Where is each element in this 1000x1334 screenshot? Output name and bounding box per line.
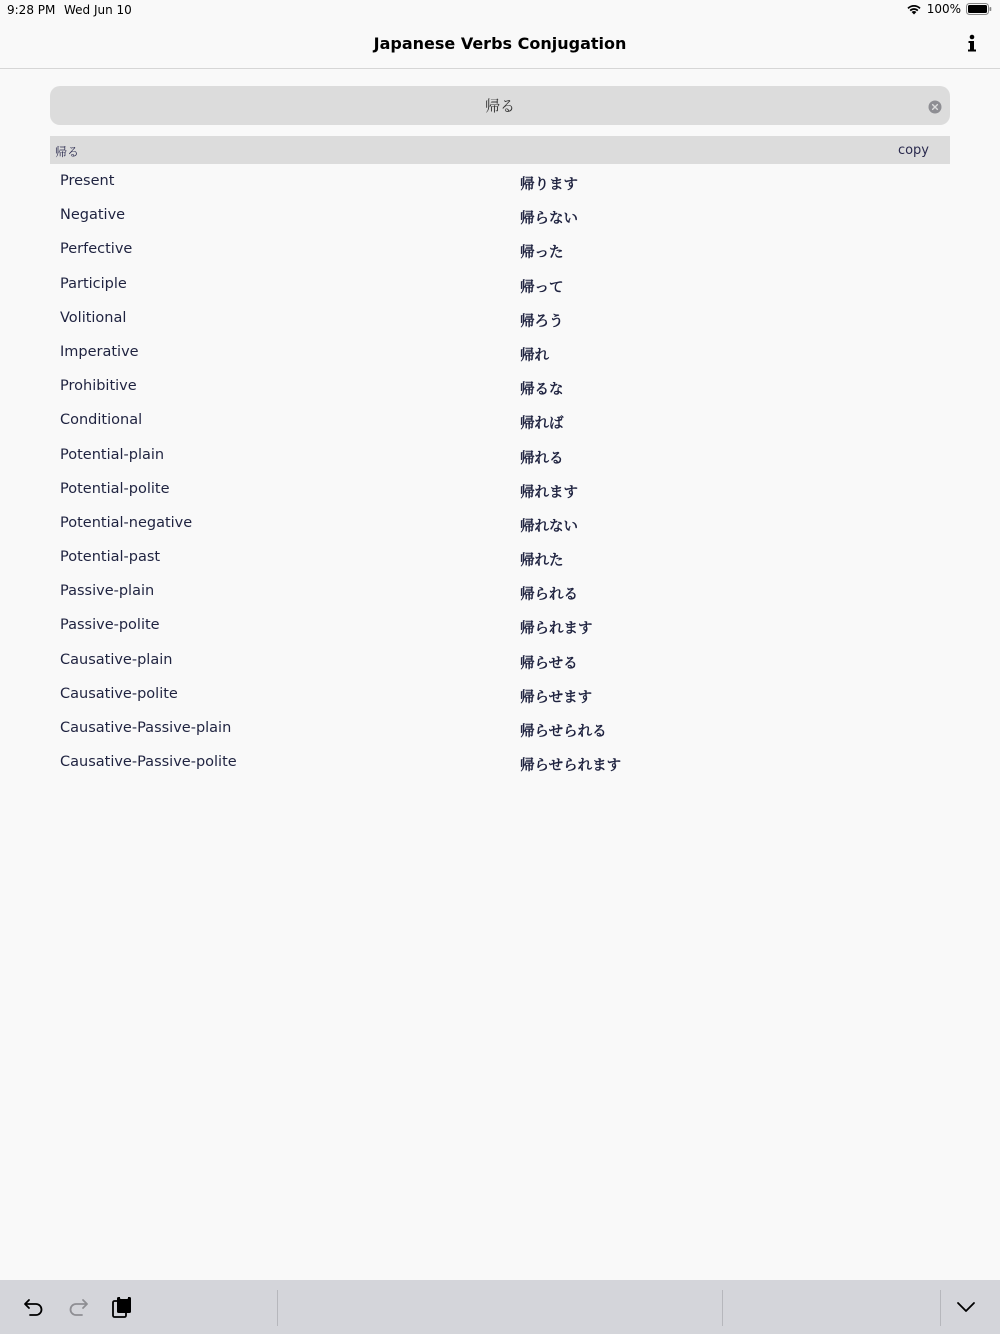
conjugation-label: Causative-Passive-plain (60, 720, 232, 736)
keyboard-toolbar (0, 1280, 1000, 1334)
paste-icon[interactable] (110, 1295, 134, 1319)
section-header (50, 136, 950, 164)
conjugation-label: Present (60, 173, 115, 189)
conjugation-label: Volitional (60, 309, 127, 326)
conjugation-value: 帰れない (520, 518, 578, 535)
conjugation-label: Causative-plain (60, 651, 173, 668)
table-row (50, 644, 950, 678)
clear-icon[interactable] (928, 99, 942, 113)
table-row (50, 507, 950, 541)
table-row (50, 404, 950, 438)
status-date: Wed Jun 10 (64, 3, 132, 17)
table-row (50, 199, 950, 233)
conjugation-value: 帰らせられる (520, 724, 607, 740)
battery-icon (966, 3, 992, 15)
table-row (50, 165, 950, 199)
conjugation-label: Potential-polite (60, 480, 170, 497)
conjugation-value: 帰れる (520, 450, 564, 467)
conjugation-label: Potential-negative (60, 514, 193, 531)
conjugation-value: 帰ろう (520, 313, 564, 330)
table-row (50, 712, 950, 746)
status-time: 9:28 PM (7, 3, 56, 17)
battery-percent: 100% (926, 2, 961, 16)
conjugation-value: 帰らせます (520, 689, 593, 706)
conjugation-label: Conditional (60, 412, 143, 429)
table-row (50, 370, 950, 404)
table-row (50, 746, 950, 780)
table-row (50, 233, 950, 267)
status-bar (0, 0, 1000, 20)
conjugation-label: Negative (60, 207, 126, 224)
table-row (50, 678, 950, 712)
table-row (50, 302, 950, 336)
conjugation-label: Participle (60, 275, 127, 292)
conjugation-value: 帰らない (520, 211, 578, 228)
conjugation-label: Imperative (60, 343, 139, 360)
search-box (50, 86, 950, 125)
conjugation-value: 帰らせる (520, 655, 578, 672)
section-verb: 帰る (55, 145, 80, 159)
conjugation-value: 帰るな (520, 382, 564, 399)
conjugation-label: Prohibitive (60, 378, 137, 395)
conjugation-value: 帰ります (520, 177, 578, 193)
conjugation-value: 帰れます (520, 484, 578, 501)
conjugation-value: 帰った (520, 245, 564, 262)
redo-icon[interactable] (66, 1295, 90, 1319)
toolbar-divider (722, 1290, 723, 1326)
conjugation-value: 帰らせられます (520, 758, 622, 775)
table-row (50, 439, 950, 473)
toolbar-divider (277, 1290, 278, 1326)
conjugation-value: 帰れ (520, 347, 549, 364)
conjugation-value: 帰れば (520, 416, 564, 433)
conjugation-label: Perfective (60, 241, 133, 258)
conjugation-value: 帰って (520, 279, 564, 296)
table-row (50, 609, 950, 643)
undo-icon[interactable] (22, 1295, 46, 1319)
table-row (50, 541, 950, 575)
search-input[interactable] (50, 86, 950, 125)
conjugation-value: 帰れた (520, 553, 564, 570)
table-row (50, 336, 950, 370)
conjugation-label: Potential-past (60, 549, 161, 566)
conjugation-label: Causative-polite (60, 685, 178, 702)
dismiss-keyboard-icon[interactable] (954, 1295, 978, 1319)
conjugation-label: Passive-polite (60, 617, 160, 634)
conjugation-label: Potential-plain (60, 446, 165, 463)
info-icon[interactable] (962, 32, 982, 56)
conjugation-label: Passive-plain (60, 583, 155, 600)
conjugation-value: 帰られます (520, 621, 593, 638)
conjugation-value: 帰られる (520, 587, 578, 604)
wifi-icon (906, 3, 922, 15)
page-title: Japanese Verbs Conjugation (373, 34, 627, 53)
table-row (50, 575, 950, 609)
conjugation-list (50, 165, 950, 780)
conjugation-label: Causative-Passive-polite (60, 754, 237, 771)
table-row (50, 268, 950, 302)
navigation-bar (0, 20, 1000, 69)
toolbar-divider (940, 1290, 941, 1326)
copy-button[interactable]: copy (897, 143, 929, 158)
table-row (50, 473, 950, 507)
status-indicators (906, 2, 992, 16)
